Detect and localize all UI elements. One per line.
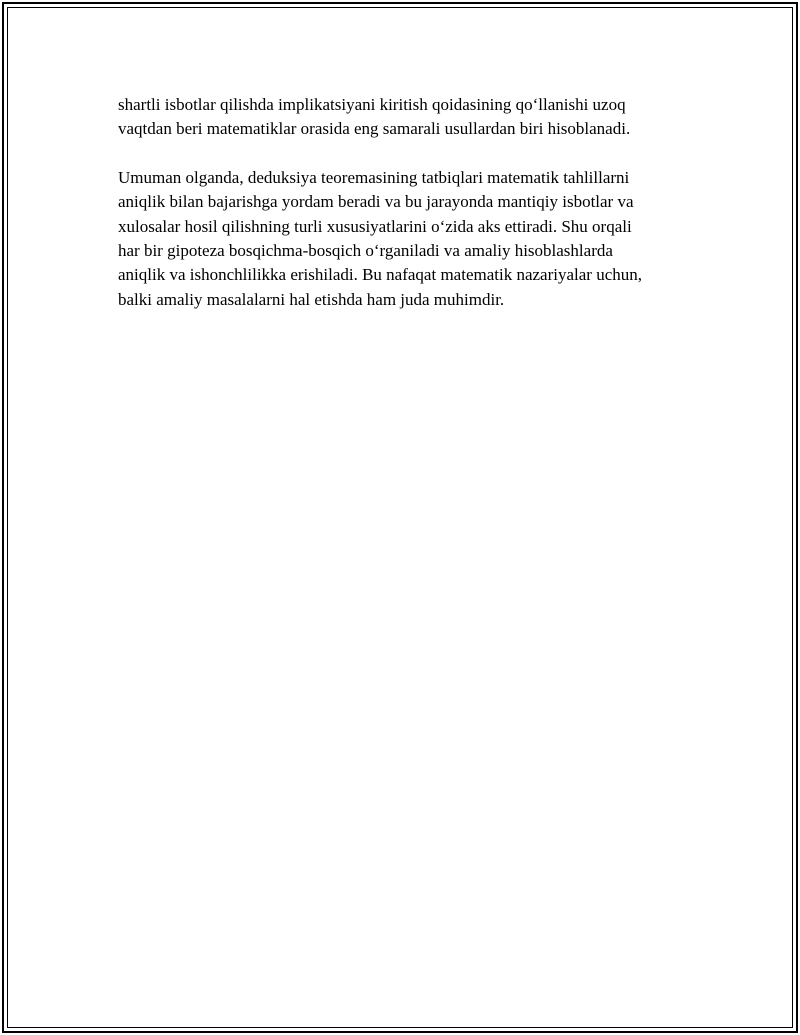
paragraph-2-line-4: har bir gipoteza bosqichma-bosqich o‘rganiladi va amaliy hisoblashlarda (118, 241, 613, 261)
paragraph-2-line-5: aniqlik va ishonchlilikka erishiladi. Bu nafaqat matematik nazariyalar uchun, (118, 265, 642, 285)
paragraph-1 (118, 93, 698, 142)
paragraph-2-line-1: Umuman olganda, deduksiya teoremasining tatbiqlari matematik tahlillarni (118, 167, 630, 187)
paragraph-2 (118, 166, 698, 312)
paragraph-spacer (118, 142, 698, 166)
paragraph-2-line-6: balki amaliy masalalarni hal etishda ham juda muhimdir. (118, 289, 505, 309)
paragraph-1-line-1: shartli isbotlar qilishda implikatsiyani kiritish qoidasining qo‘llanishi uzoq (118, 95, 626, 114)
paragraph-2-line-3: xulosalar hosil qilishning turli xususiyatlarini o‘zida aks ettiradi. Shu orqali (118, 216, 632, 236)
document-body (118, 93, 698, 312)
paragraph-2-line-2: aniqlik bilan bajarishga yordam beradi va bu jarayonda mantiqiy isbotlar va (118, 192, 634, 212)
paragraph-1-line-2: vaqtdan beri matematiklar orasida eng samarali usullardan biri hisoblanadi. (118, 119, 631, 139)
